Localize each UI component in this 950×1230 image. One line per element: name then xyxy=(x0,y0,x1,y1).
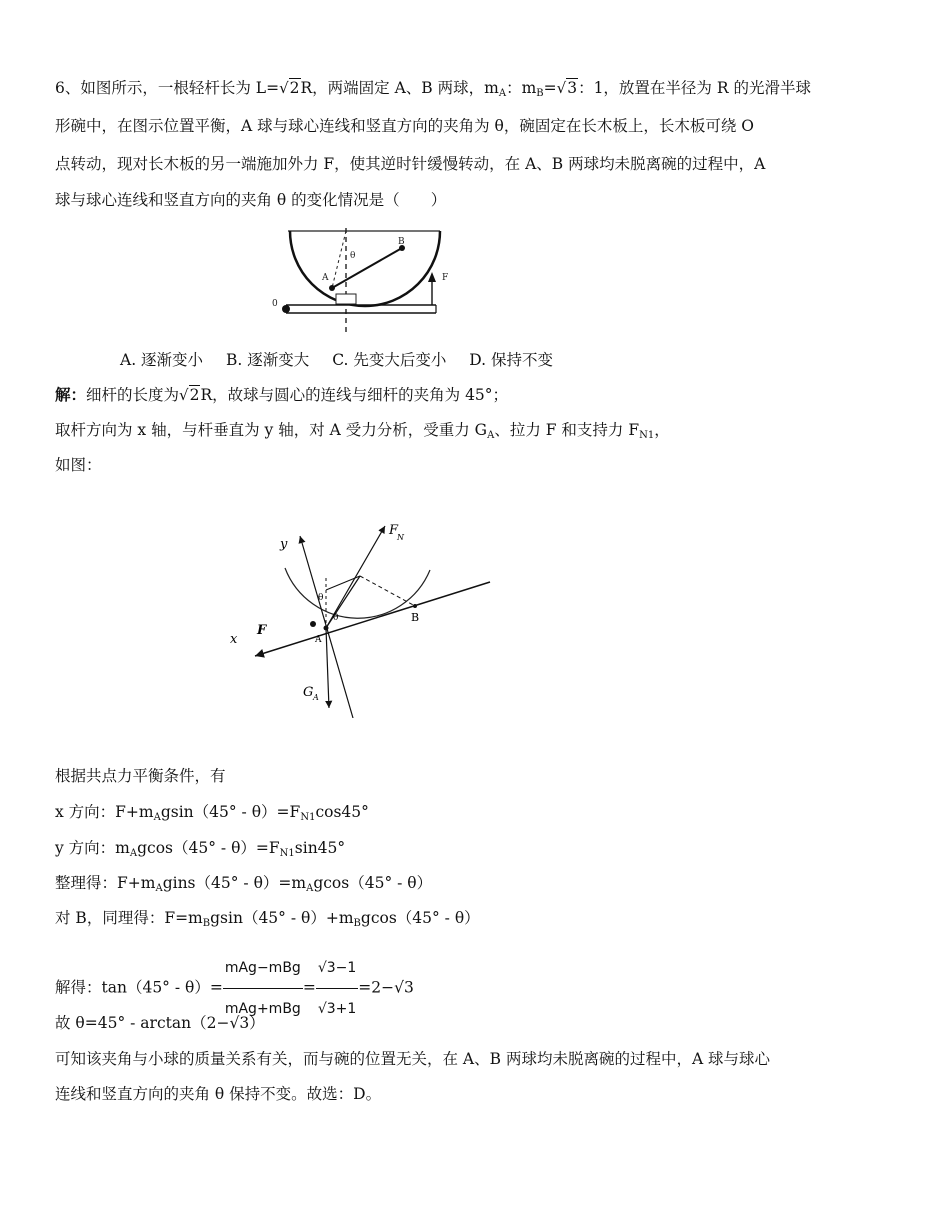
conclusion-line-2: 连线和竖直方向的夹角 θ 保持不变。故选：D。 xyxy=(55,1085,382,1103)
problem-line-4: 球与球心连线和竖直方向的夹角 θ 的变化情况是（ ） xyxy=(55,191,447,209)
option-c: C. 先变大后变小 xyxy=(332,351,447,369)
bowl-base xyxy=(336,294,356,304)
solution-line-4: 根据共点力平衡条件，有 xyxy=(55,767,226,785)
svg-text:x: x xyxy=(230,632,238,647)
problem-line-3: 点转动，现对长木板的另一端施加外力 F，使其逆时针缓慢转动，在 A、B 两球均未脱离碗的过程中，A xyxy=(55,155,766,173)
solution-line-1: 解：细杆的长度为√2R，故球与圆心的连线与细杆的夹角为 45°； xyxy=(55,385,509,404)
pivot-O xyxy=(282,305,290,313)
svg-text:A: A xyxy=(313,693,319,702)
option-a: A. 逐渐变小 xyxy=(120,351,204,369)
svg-text:θ: θ xyxy=(333,613,339,623)
equation-solve: 解得：tan（45° - θ）= $\frac{\text{mAg−mBg}}{\text{mAg+mBg}}$ = $\frac{√3-1}{√3+1}$ =2−√3 xyxy=(55,948,414,1029)
point-B xyxy=(413,604,417,608)
svg-text:F: F xyxy=(257,623,267,638)
options xyxy=(120,350,571,370)
option-d: D. 保持不变 xyxy=(469,351,554,369)
force-diagram xyxy=(225,518,505,718)
solution-line-2: 取杆方向为 x 轴，与杆垂直为 y 轴，对 A 受力分析，受重力 $G_A$、拉力 F 和支持力 $F_{N1}$， xyxy=(55,421,670,441)
svg-text:G: G xyxy=(303,685,314,700)
svg-text:A: A xyxy=(315,635,322,645)
ball-A xyxy=(329,285,335,291)
problem-line-2: 形碗中，在图示位置平衡，A 球与球心连线和竖直方向的夹角为 θ，碗固定在长木板上，长木板可绕 O xyxy=(55,117,755,135)
svg-text:F: F xyxy=(442,273,449,283)
bowl-figure xyxy=(268,226,468,338)
theta-result: 故 θ=45° - arctan（2−√3） xyxy=(55,1014,265,1032)
svg-text:F: F xyxy=(389,523,399,538)
svg-text:B: B xyxy=(398,237,405,247)
svg-text:B: B xyxy=(411,611,420,624)
option-b: B. 逐渐变大 xyxy=(226,351,310,369)
svg-text:y: y xyxy=(280,537,288,552)
gravity-arrow xyxy=(326,628,329,708)
svg-text:N: N xyxy=(397,533,404,542)
equation-simplified: 整理得：$F+m_Agins(45^\circ - \theta)=m_Agcos(45^\circ - \theta)$ xyxy=(55,874,433,894)
svg-text:A: A xyxy=(322,273,329,283)
svg-text:0: 0 xyxy=(272,299,278,309)
problem-line-1: 6、如图所示，一根轻杆长为 L=√2R，两端固定 A、B 两球，$m_A$：$m_B=√3$：1，放置在半径为 R 的光滑半球 xyxy=(55,79,811,99)
x-axis xyxy=(255,582,490,656)
sqrt-symbol: √2 xyxy=(279,79,300,97)
svg-text:θ: θ xyxy=(350,251,356,261)
point-A xyxy=(324,626,329,631)
solution-line-3: 如图： xyxy=(55,456,102,474)
equation-x: x 方向：$F+m_Agsin(45^\circ - \theta)=F_{N1}\cos 45^\circ$ xyxy=(55,803,369,823)
conclusion-line-1: 可知该夹角与小球的质量关系有关，而与碗的位置无关，在 A、B 两球均未脱离碗的过程中，A 球与球心 xyxy=(55,1050,771,1068)
equation-y: y 方向：$m_Agcos(45^\circ - \theta)=F_{N1}\sin 45^\circ$ xyxy=(55,839,346,859)
svg-text:θ: θ xyxy=(318,593,324,603)
rod xyxy=(332,248,402,288)
equation-b: 对 B，同理得：$F=m_Bgsin(45^\circ - \theta)+m_Bgcos(45^\circ - \theta)$ xyxy=(55,909,480,929)
